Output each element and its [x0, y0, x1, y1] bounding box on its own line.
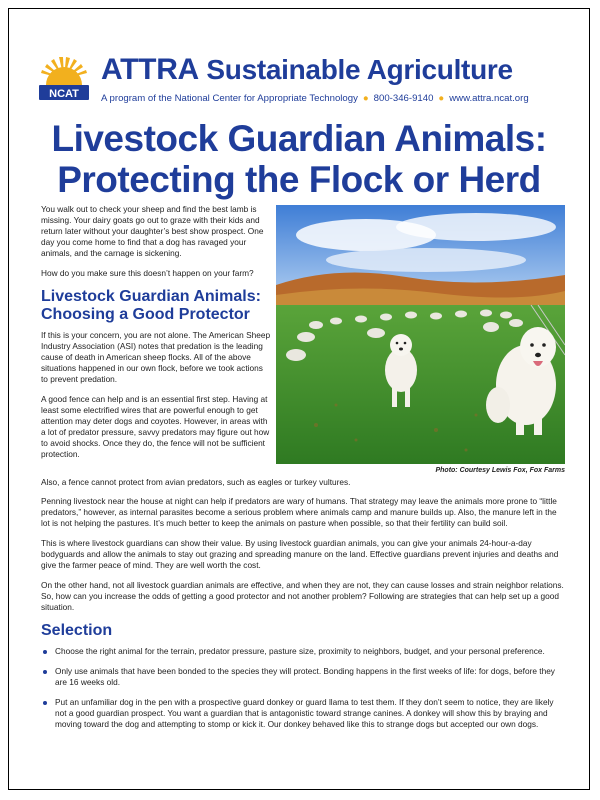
- list-item: Put an unfamiliar dog in the pen with a prospective guard donkey or guard llama to test them. If they don’t seem to notice, they are likely not a good guardian prospect. You want a guardian that is antagonistic toward strange canines. A donkey will show this by braying and moving toward the dog and attempting to stomp or kick it. Our donkey behaved like this to strange dogs but accepted our own dogs.: [41, 697, 565, 730]
- tagline: [101, 93, 529, 104]
- bullet-dot-icon: ●: [438, 93, 445, 104]
- title-line-1: Livestock Guardian Animals:: [51, 118, 547, 159]
- full-width-section: [41, 477, 565, 739]
- brand-main: ATTRA: [101, 53, 199, 86]
- paragraph: This is where livestock guardians can show their value. By using livestock guardian animals, you can give your animals 24-hour-a-day bodyguards and allow the animals to stay out grazing and spreading manure on the land. Effective guardians prevent injuries and deaths and give the farmer peace of mind. They are well worth the cost.: [41, 538, 559, 570]
- tagline-web-link[interactable]: www.attra.ncat.org: [449, 93, 529, 104]
- page-title: [9, 118, 589, 200]
- intro-column: [41, 204, 271, 460]
- list-item: Only use animals that have been bonded to the species they will protect. Bonding happens in the first weeks of life: for dogs, before they are 16 weeks old.: [41, 666, 565, 688]
- tagline-program: A program of the National Center for Appropriate Technology: [101, 93, 358, 104]
- bullet-dot-icon: ●: [362, 93, 369, 104]
- selection-bullet-list: [41, 646, 565, 730]
- intro-paragraph: You walk out to check your sheep and find the best lamb is missing. Your dairy goats go out to graze with their kids and return later without your daughter’s best show prospect. One day you come home to find that a dog has ravaged your animals, and the carnage is sickening.: [41, 204, 264, 258]
- brand-sub: Sustainable Agriculture: [206, 54, 513, 85]
- guardian-dogs-photo: [276, 205, 565, 464]
- paragraph: A good fence can help and is an essential first step. Having at least some electrified wires that are powerful enough to get attention may deter dogs and coyotes. However, in areas with a lot of predator pressure, savvy predators may figure out how to avoid shocks. Once they do, the fence will not be sufficient protection.: [41, 394, 270, 459]
- section-heading-choosing: [41, 288, 271, 324]
- document-page: [8, 8, 590, 790]
- paragraph: If this is your concern, you are not alone. The American Sheep Industry Association (ASI) notes that predation is the leading cause of death in American sheep flocks. All of the above situations happened in our own flock, before we took actions to prevent predation.: [41, 330, 271, 384]
- ncat-logo-text: NCAT: [49, 88, 79, 100]
- list-item: Choose the right animal for the terrain, predator pressure, pasture size, proximity to neighbors, budget, and your personal preference.: [41, 646, 565, 657]
- section-heading-selection: Selection: [41, 622, 113, 639]
- tagline-phone: 800-346-9140: [373, 93, 434, 104]
- paragraph-continued: Also, a fence cannot protect from avian predators, such as eagles or turkey vultures.: [41, 477, 351, 487]
- title-line-2: Protecting the Flock or Herd: [57, 159, 541, 200]
- section-heading-line-2: Choosing a Good Protector: [41, 306, 250, 323]
- header: [9, 9, 589, 119]
- ncat-sun-logo: [37, 57, 91, 101]
- paragraph: On the other hand, not all livestock guardian animals are effective, and when they are not, they can cause losses and strain neighbor relations. So, how can you increase the odds of getting a good protector and not another problem? Following are strategies that can help set up a good situation.: [41, 580, 564, 612]
- paragraph: Penning livestock near the house at night can help if predators are wary of humans. That strategy may leave the animals more prone to “little predators,” however, as internal parasites become a serious problem where animals camp and manure builds up. Also, the manure left in the lot is not helping the pastures. It’s much better to keep the animals on pasture when possible, so that their fertility can build soil.: [41, 496, 557, 528]
- intro-question: How do you make sure this doesn’t happen on your farm?: [41, 268, 254, 278]
- pasture-photo-illustration: [276, 205, 565, 464]
- photo-caption: Photo: Courtesy Lewis Fox, Fox Farms: [435, 467, 565, 474]
- section-heading-line-1: Livestock Guardian Animals:: [41, 288, 261, 305]
- brand-title: [101, 53, 513, 87]
